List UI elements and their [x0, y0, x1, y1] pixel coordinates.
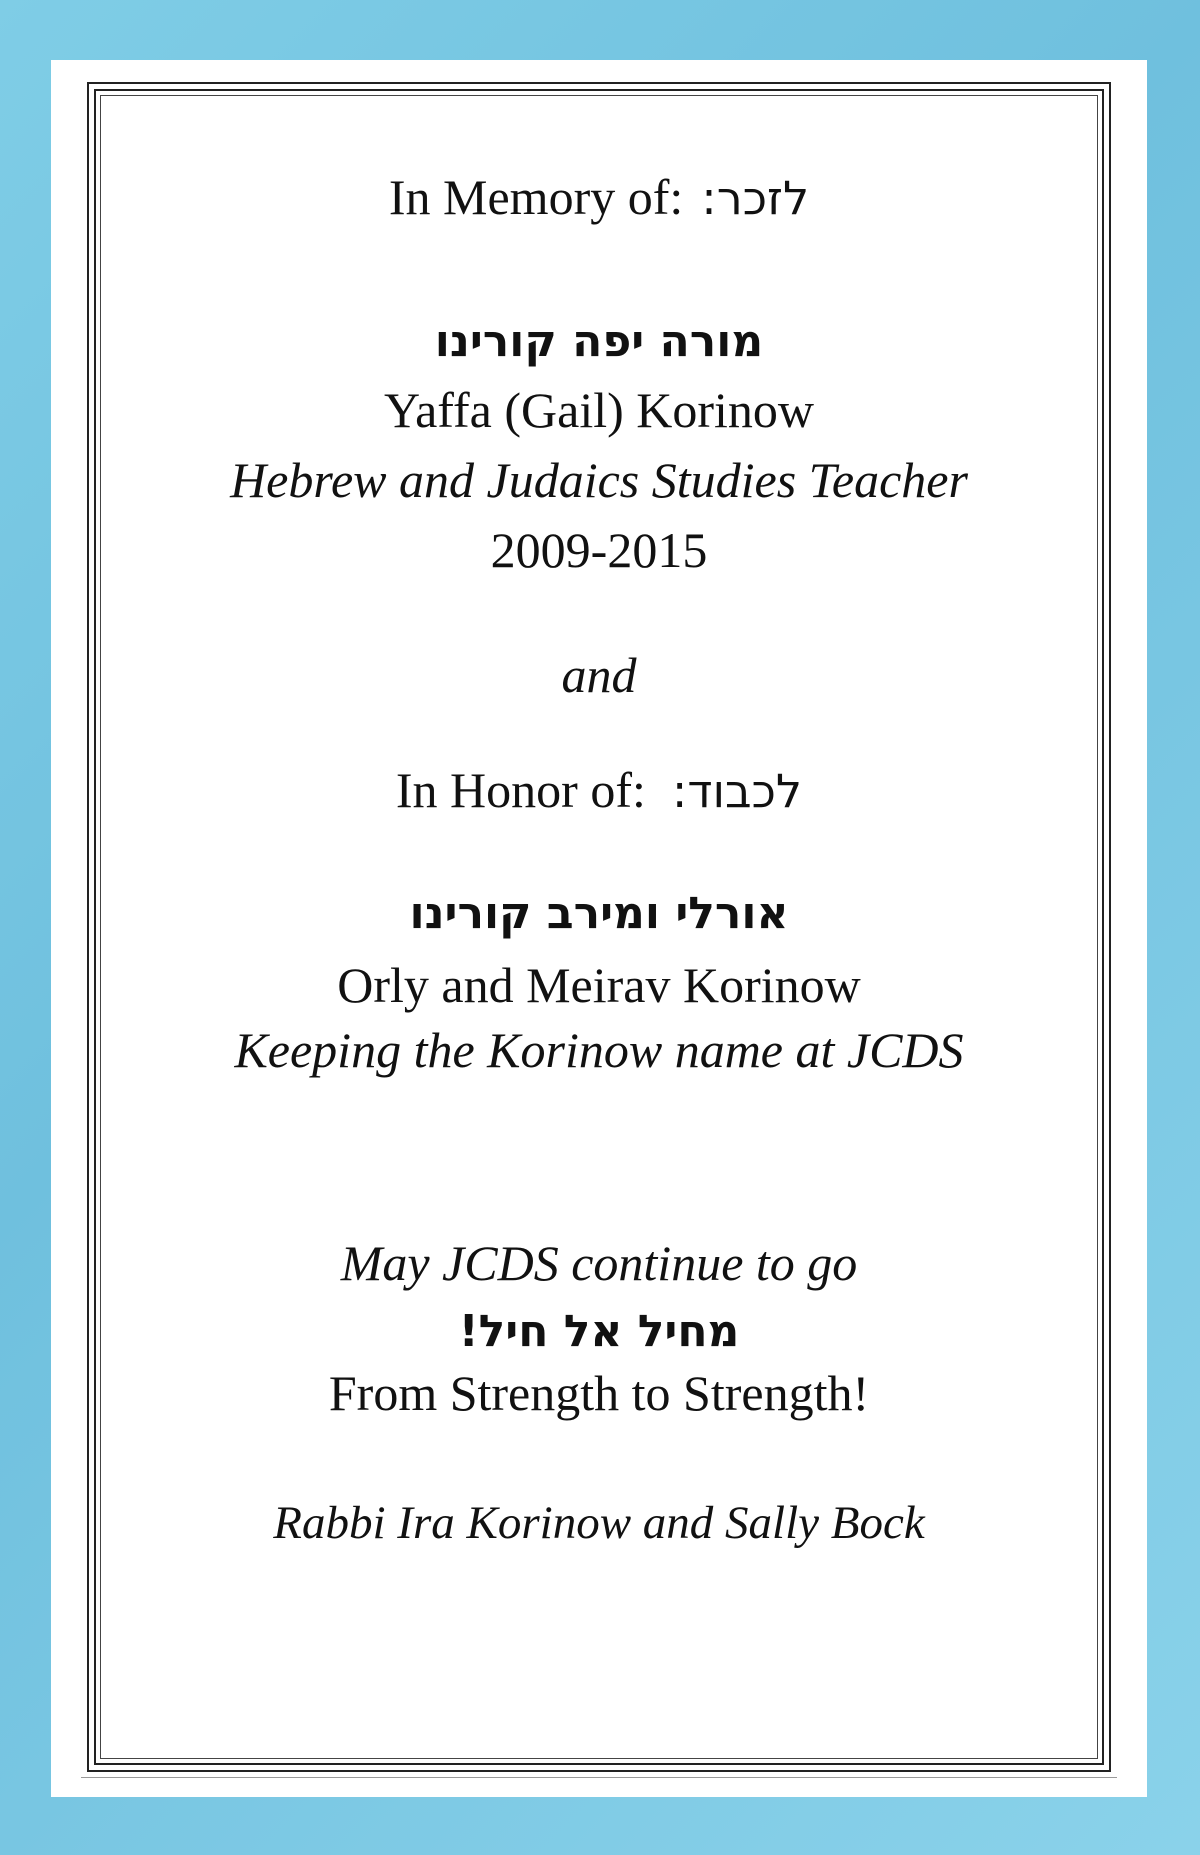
memory-hebrew-name: מורה יפה קורינו — [434, 316, 764, 367]
memory-years: 2009-2015 — [490, 522, 708, 578]
blessing-line: May JCDS continue to go — [340, 1235, 858, 1291]
honor-heading — [101, 761, 1097, 819]
honor-hebrew-names: אורלי ומירב קורינו — [409, 888, 789, 939]
memory-name: Yaffa (Gail) Korinow — [383, 382, 815, 438]
honor-note: Keeping the Korinow name at JCDS — [234, 1022, 964, 1078]
bottom-divider — [81, 1777, 1117, 1778]
dedication-card — [51, 60, 1147, 1797]
memory-heading — [101, 168, 1097, 226]
honor-hebrew-label: לכבוד: — [671, 764, 803, 818]
memory-hebrew-label: לזכר: — [701, 171, 810, 225]
memory-label: In Memory of: — [388, 169, 684, 225]
decorative-frame — [87, 82, 1111, 1772]
connector-text: and — [561, 647, 637, 703]
memory-role: Hebrew and Judaics Studies Teacher — [230, 452, 968, 508]
signature: Rabbi Ira Korinow and Sally Bock — [273, 1497, 925, 1549]
blessing-english: From Strength to Strength! — [328, 1365, 870, 1421]
honor-label: In Honor of: — [395, 762, 646, 818]
honor-names: Orly and Meirav Korinow — [337, 957, 861, 1013]
blessing-hebrew: מחיל אל חיל! — [458, 1306, 740, 1357]
